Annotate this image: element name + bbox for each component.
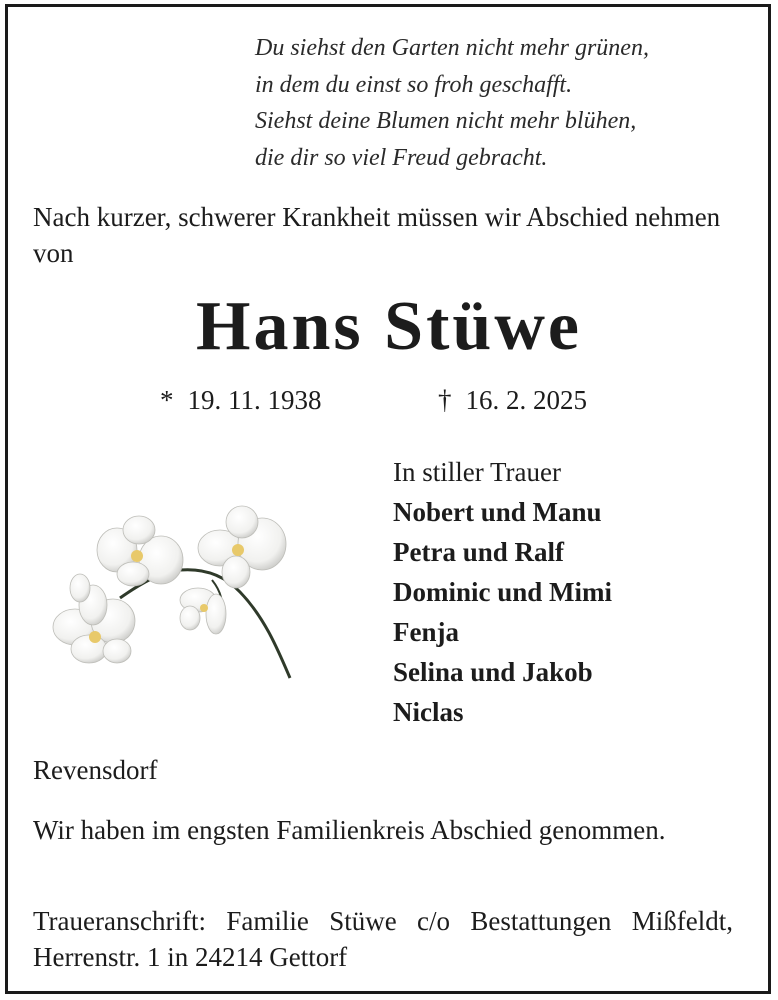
mourner-name: Selina und Jakob — [393, 657, 593, 687]
birth-date: 19. 11. 1938 — [187, 385, 322, 415]
intro-text: Nach kurzer, schwerer Krankheit müssen wir Abschied nehmen von — [33, 202, 721, 268]
death-date-line — [438, 380, 587, 420]
death-date: 16. 2. 2025 — [465, 385, 587, 415]
mourner-name: Fenja — [393, 617, 459, 647]
mourners-block — [393, 452, 612, 732]
mourner-name: Petra und Ralf — [393, 537, 564, 567]
poem — [255, 30, 745, 176]
poem-line: in dem du einst so froh geschafft. — [255, 71, 573, 98]
birth-date-line — [160, 380, 322, 420]
deceased-name: Hans Stüwe — [196, 288, 582, 365]
birth-symbol: * — [160, 385, 174, 415]
mourner-name: Dominic und Mimi — [393, 577, 613, 607]
poem-line: Siehst deine Blumen nicht mehr blühen, — [255, 108, 637, 134]
mourner-name: Niclas — [393, 697, 464, 727]
mourner-name: Nobert und Manu — [393, 497, 602, 527]
mourners-heading: In stiller Trauer — [393, 457, 561, 487]
place-name: Revensdorf — [33, 755, 158, 785]
poem-line: die dir so viel Freud gebracht. — [255, 144, 548, 171]
mourning-address: Traueranschrift: Familie Stüwe c/o Bestattungen Mißfeldt, Herrenstr. 1 in 24214 Gettorf — [33, 906, 733, 972]
orchid-flower-icon — [40, 500, 300, 690]
farewell-notice: Wir haben im engsten Familienkreis Abschied genommen. — [33, 815, 666, 845]
death-cross-symbol: † — [438, 385, 452, 415]
poem-line: Du siehst den Garten nicht mehr grünen, — [255, 35, 649, 61]
